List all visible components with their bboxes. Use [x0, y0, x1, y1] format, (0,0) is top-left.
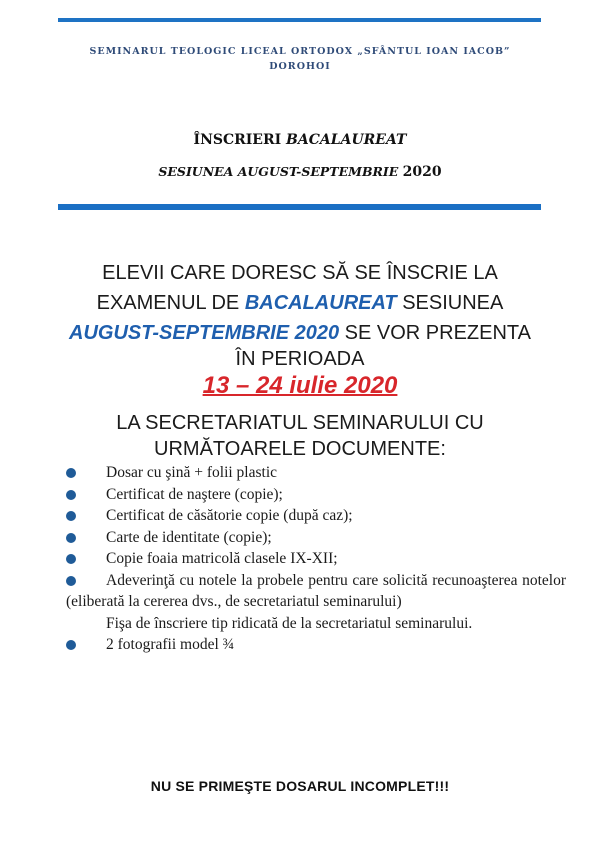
lead-line-5: LA SECRETARIATUL SEMINARULUI CU: [116, 412, 484, 434]
list-item: [66, 613, 566, 635]
list-item: [66, 462, 566, 484]
lead-line-4: ÎN PERIOADA: [235, 348, 365, 370]
list-item: [66, 484, 566, 506]
school-name: SEMINARUL TEOLOGIC LICEAL ORTODOX „SFÂNTUL IOAN IACOB”: [89, 46, 511, 57]
list-item: [66, 548, 566, 570]
lead-highlight: BACALAUREAT: [244, 292, 397, 314]
top-rule: [58, 18, 541, 22]
list-item: [66, 505, 566, 527]
list-item: [66, 527, 566, 549]
session-subtitle: [0, 164, 600, 180]
page-title: [0, 132, 600, 148]
documents-list: [66, 462, 566, 656]
lead-line-1: ELEVII CARE DORESC SĂ SE ÎNSCRIE LA: [102, 262, 498, 284]
bullet-icon: [66, 468, 76, 478]
list-item-text: Dosar cu şină + folii plastic: [106, 464, 278, 481]
list-item-text: 2 fotografii model ¾: [106, 636, 235, 653]
list-item: [66, 634, 566, 656]
title-prefix: ÎNSCRIERI: [193, 132, 282, 148]
list-item-text: Certificat de căsătorie copie (după caz);: [106, 507, 353, 524]
middle-rule: [58, 204, 541, 210]
list-item-text: Fişa de înscriere tip ridicată de la secretariatul seminarului.: [106, 614, 473, 632]
lead-highlight: AUGUST-SEPTEMBRIE 2020: [69, 322, 340, 344]
lead-line-2: [0, 288, 600, 318]
bullet-icon: [66, 640, 76, 650]
session-year: 2020: [402, 164, 442, 180]
session-label: SESIUNEA AUGUST-SEPTEMBRIE: [158, 164, 399, 179]
bullet-icon: [66, 490, 76, 500]
list-item-text: Certificat de naştere (copie);: [106, 485, 283, 503]
list-item: [66, 570, 566, 613]
list-item-text: Adeverinţă cu notele la probele pentru care solicită recunoaşterea notelor (eliberată la cererea dvs., de secretariatul seminarului): [66, 571, 566, 610]
school-city: DOROHOI: [269, 61, 331, 72]
lead-line-6: URMĂTOARELE DOCUMENTE:: [154, 438, 446, 460]
lead-text: SE VOR PREZENTA: [344, 322, 531, 344]
lead-text: EXAMENUL DE: [96, 292, 240, 314]
bullet-icon: [66, 511, 76, 521]
title-italic: BACALAUREAT: [286, 132, 407, 148]
school-header: [0, 44, 600, 74]
registration-dates: 13 – 24 iulie 2020: [202, 372, 398, 399]
bullet-icon: [66, 576, 76, 586]
closing-notice: NU SE PRIMEŞTE DOSARUL INCOMPLET!!!: [150, 778, 450, 794]
bullet-icon: [66, 554, 76, 564]
bullet-icon: [66, 533, 76, 543]
list-item-text: Carte de identitate (copie);: [106, 528, 272, 546]
list-item-text: Copie foaia matricolă clasele IX-XII;: [106, 550, 338, 567]
lead-text: SESIUNEA: [402, 292, 504, 314]
